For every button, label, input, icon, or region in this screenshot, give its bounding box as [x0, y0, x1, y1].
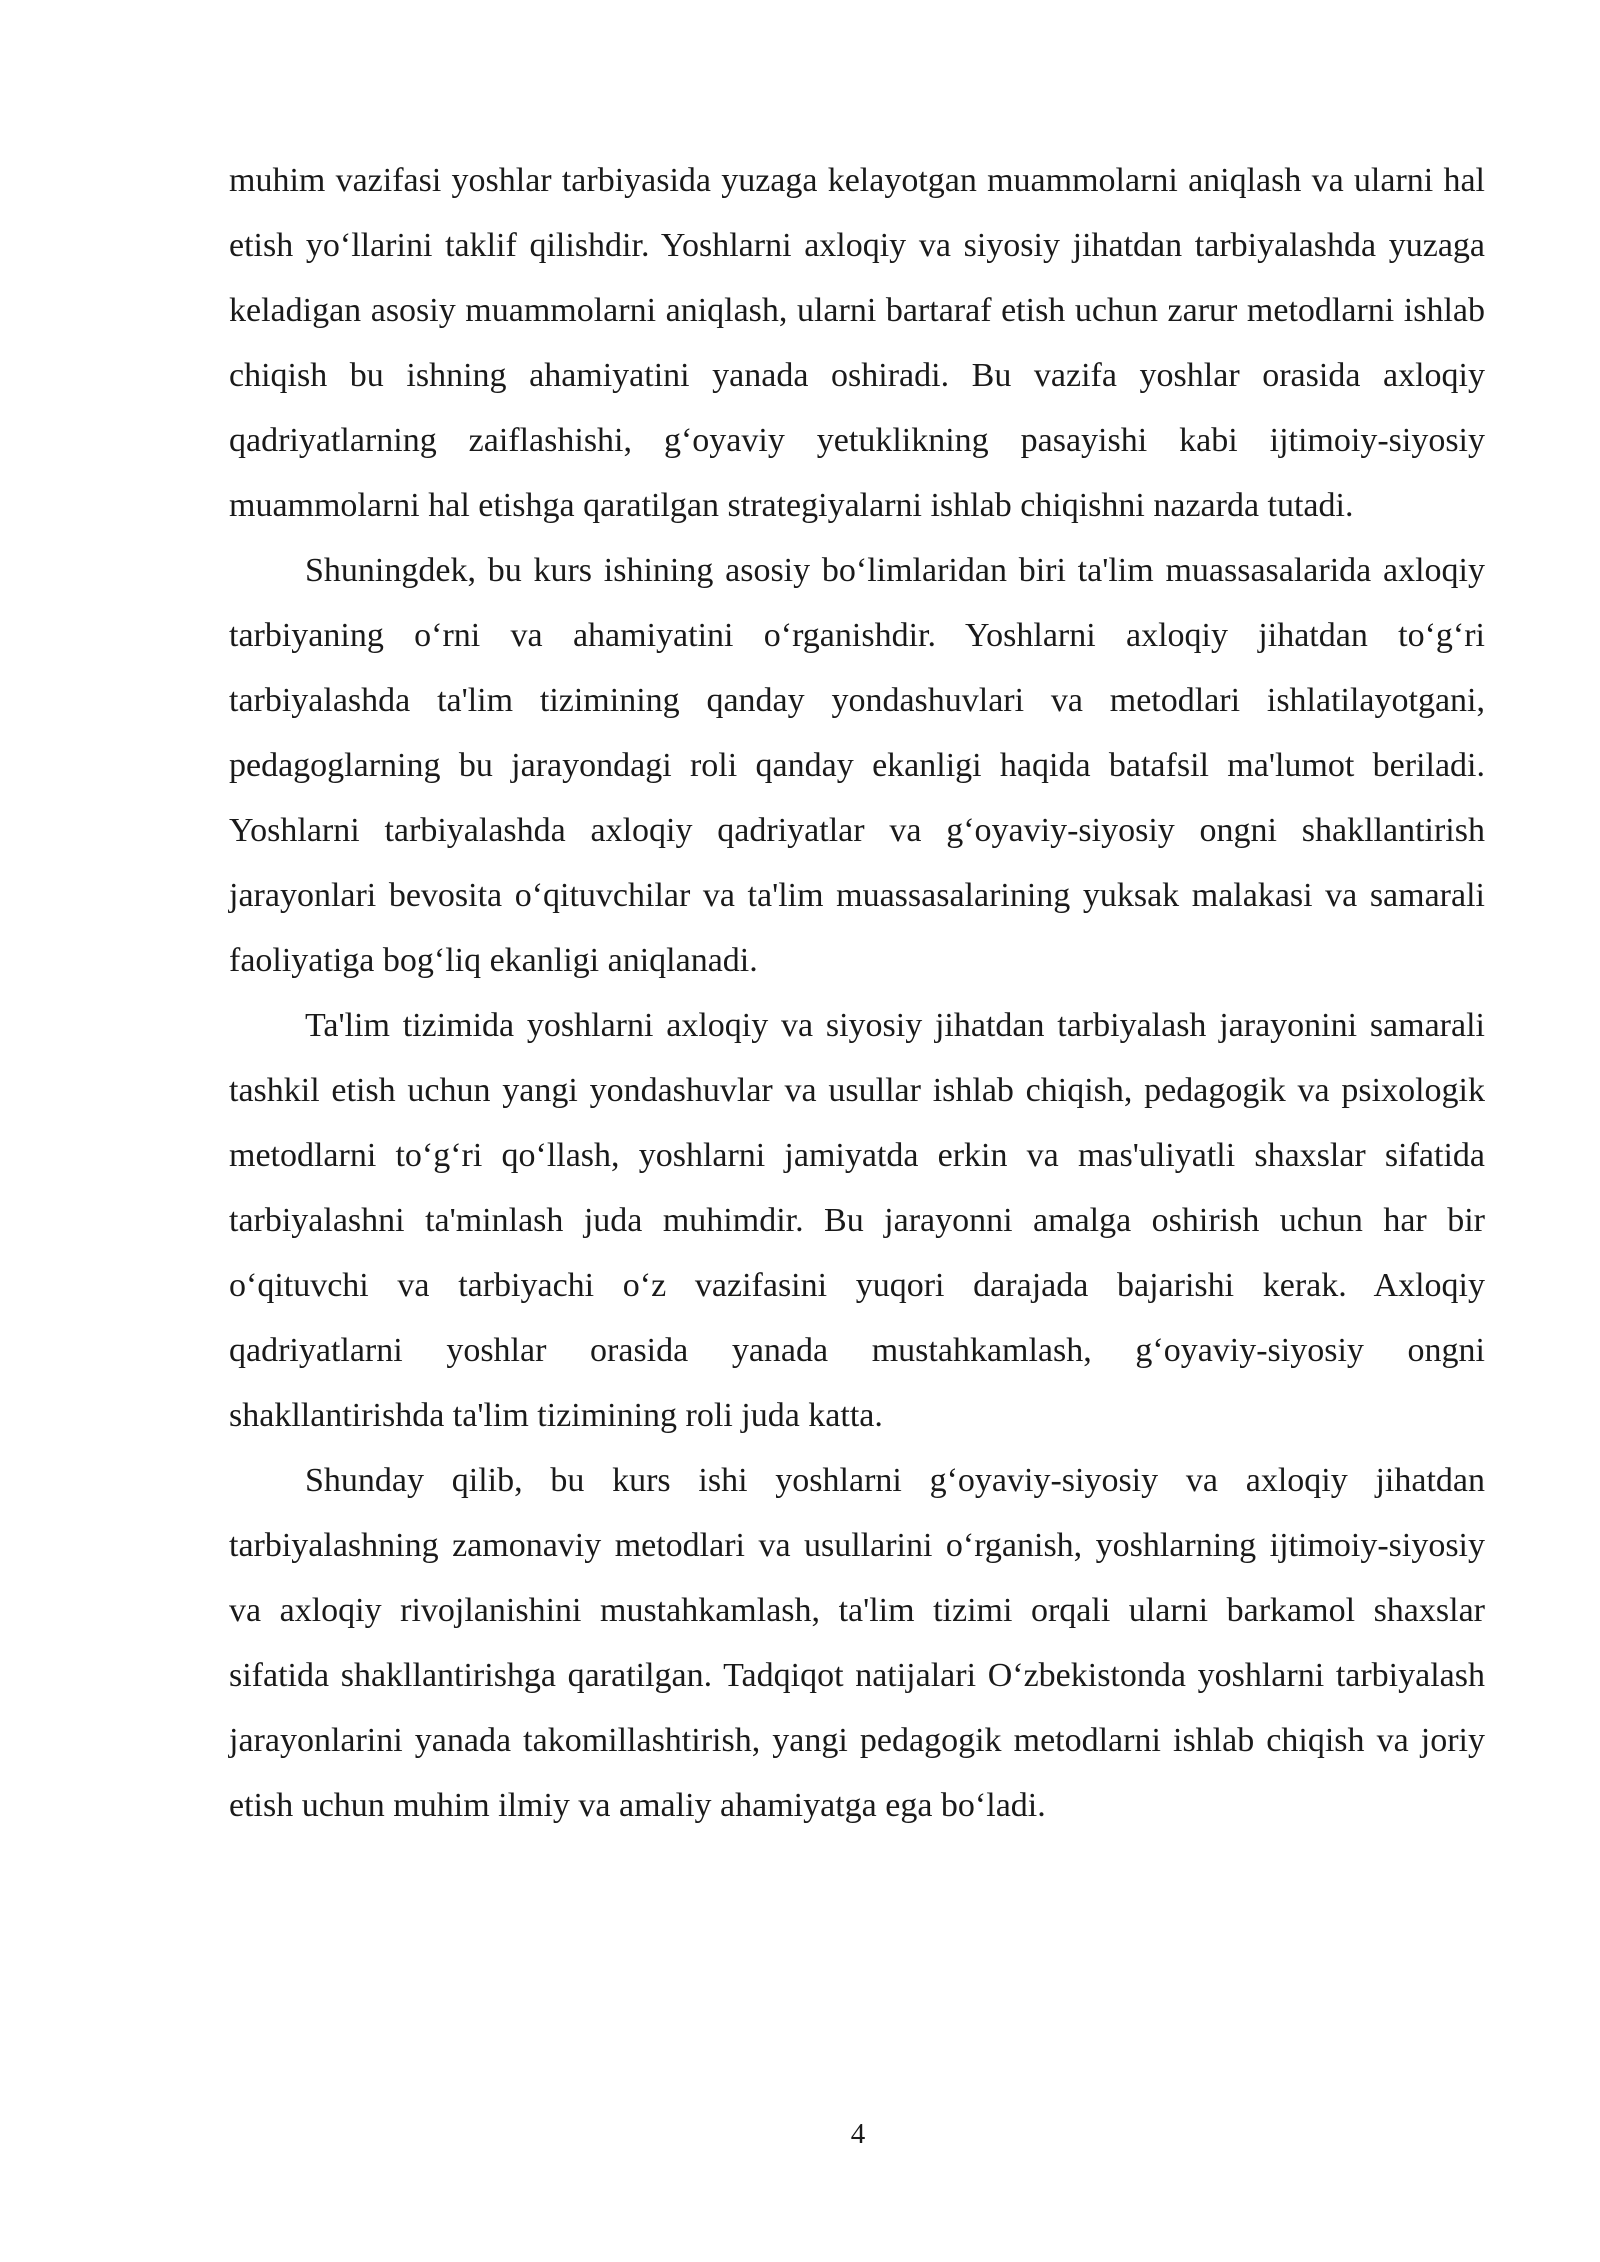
- paragraph-2: Shuningdek, bu kurs ishining asosiy bo‘limlaridan biri ta'lim muassasalarida axloqiy tarbiyaning o‘rni va ahamiyatini o‘rganishdir. Yoshlarni axloqiy jihatdan to‘g‘ri tarbiyalashda ta'lim tizimining qanday yondashuvlari va metodlari ishlatilayotgani, pedagoglarning bu jarayondagi roli qanday ekanligi haqida batafsil ma'lumot beriladi. Yoshlarni tarbiyalashda axloqiy qadriyatlar va g‘oyaviy-siyosiy ongni shakllantirish jarayonlari bevosita o‘qituvchilar va ta'lim muassasalarining yuksak malakasi va samarali faoliyatiga bog‘liq ekanligi aniqlanadi.: [229, 552, 1485, 979]
- body-text: [229, 148, 1485, 1838]
- paragraph-4: Shunday qilib, bu kurs ishi yoshlarni g‘oyaviy-siyosiy va axloqiy jihatdan tarbiyalashning zamonaviy metodlari va usullarini o‘rganish, yoshlarning ijtimoiy-siyosiy va axloqiy rivojlanishini mustahkamlash, ta'lim tizimi orqali ularni barkamol shaxslar sifatida shakllantirishga qaratilgan. Tadqiqot natijalari O‘zbekistonda yoshlarni tarbiyalash jarayonlarini yanada takomillashtirish, yangi pedagogik metodlarni ishlab chiqish va joriy etish uchun muhim ilmiy va amaliy ahamiyatga ega bo‘ladi.: [229, 1462, 1485, 1824]
- paragraph-3: Ta'lim tizimida yoshlarni axloqiy va siyosiy jihatdan tarbiyalash jarayonini samarali tashkil etish uchun yangi yondashuvlar va usullar ishlab chiqish, pedagogik va psixologik metodlarni to‘g‘ri qo‘llash, yoshlarni jamiyatda erkin va mas'uliyatli shaxslar sifatida tarbiyalashni ta'minlash juda muhimdir. Bu jarayonni amalga oshirish uchun har bir o‘qituvchi va tarbiyachi o‘z vazifasini yuqori darajada bajarishi kerak. Axloqiy qadriyatlarni yoshlar orasida yanada mustahkamlash, g‘oyaviy-siyosiy ongni shakllantirishda ta'lim tizimining roli juda katta.: [229, 1007, 1485, 1434]
- paragraph-1: muhim vazifasi yoshlar tarbiyasida yuzaga kelayotgan muammolarni aniqlash va ularni hal etish yo‘llarini taklif qilishdir. Yoshlarni axloqiy va siyosiy jihatdan tarbiyalashda yuzaga keladigan asosiy muammolarni aniqlash, ularni bartaraf etish uchun zarur metodlarni ishlab chiqish bu ishning ahamiyatini yanada oshiradi. Bu vazifa yoshlar orasida axloqiy qadriyatlarning zaiflashishi, g‘oyaviy yetuklikning pasayishi kabi ijtimoiy-siyosiy muammolarni hal etishga qaratilgan strategiyalarni ishlab chiqishni nazarda tutadi.: [229, 162, 1485, 524]
- page-number: 4: [850, 2118, 866, 2150]
